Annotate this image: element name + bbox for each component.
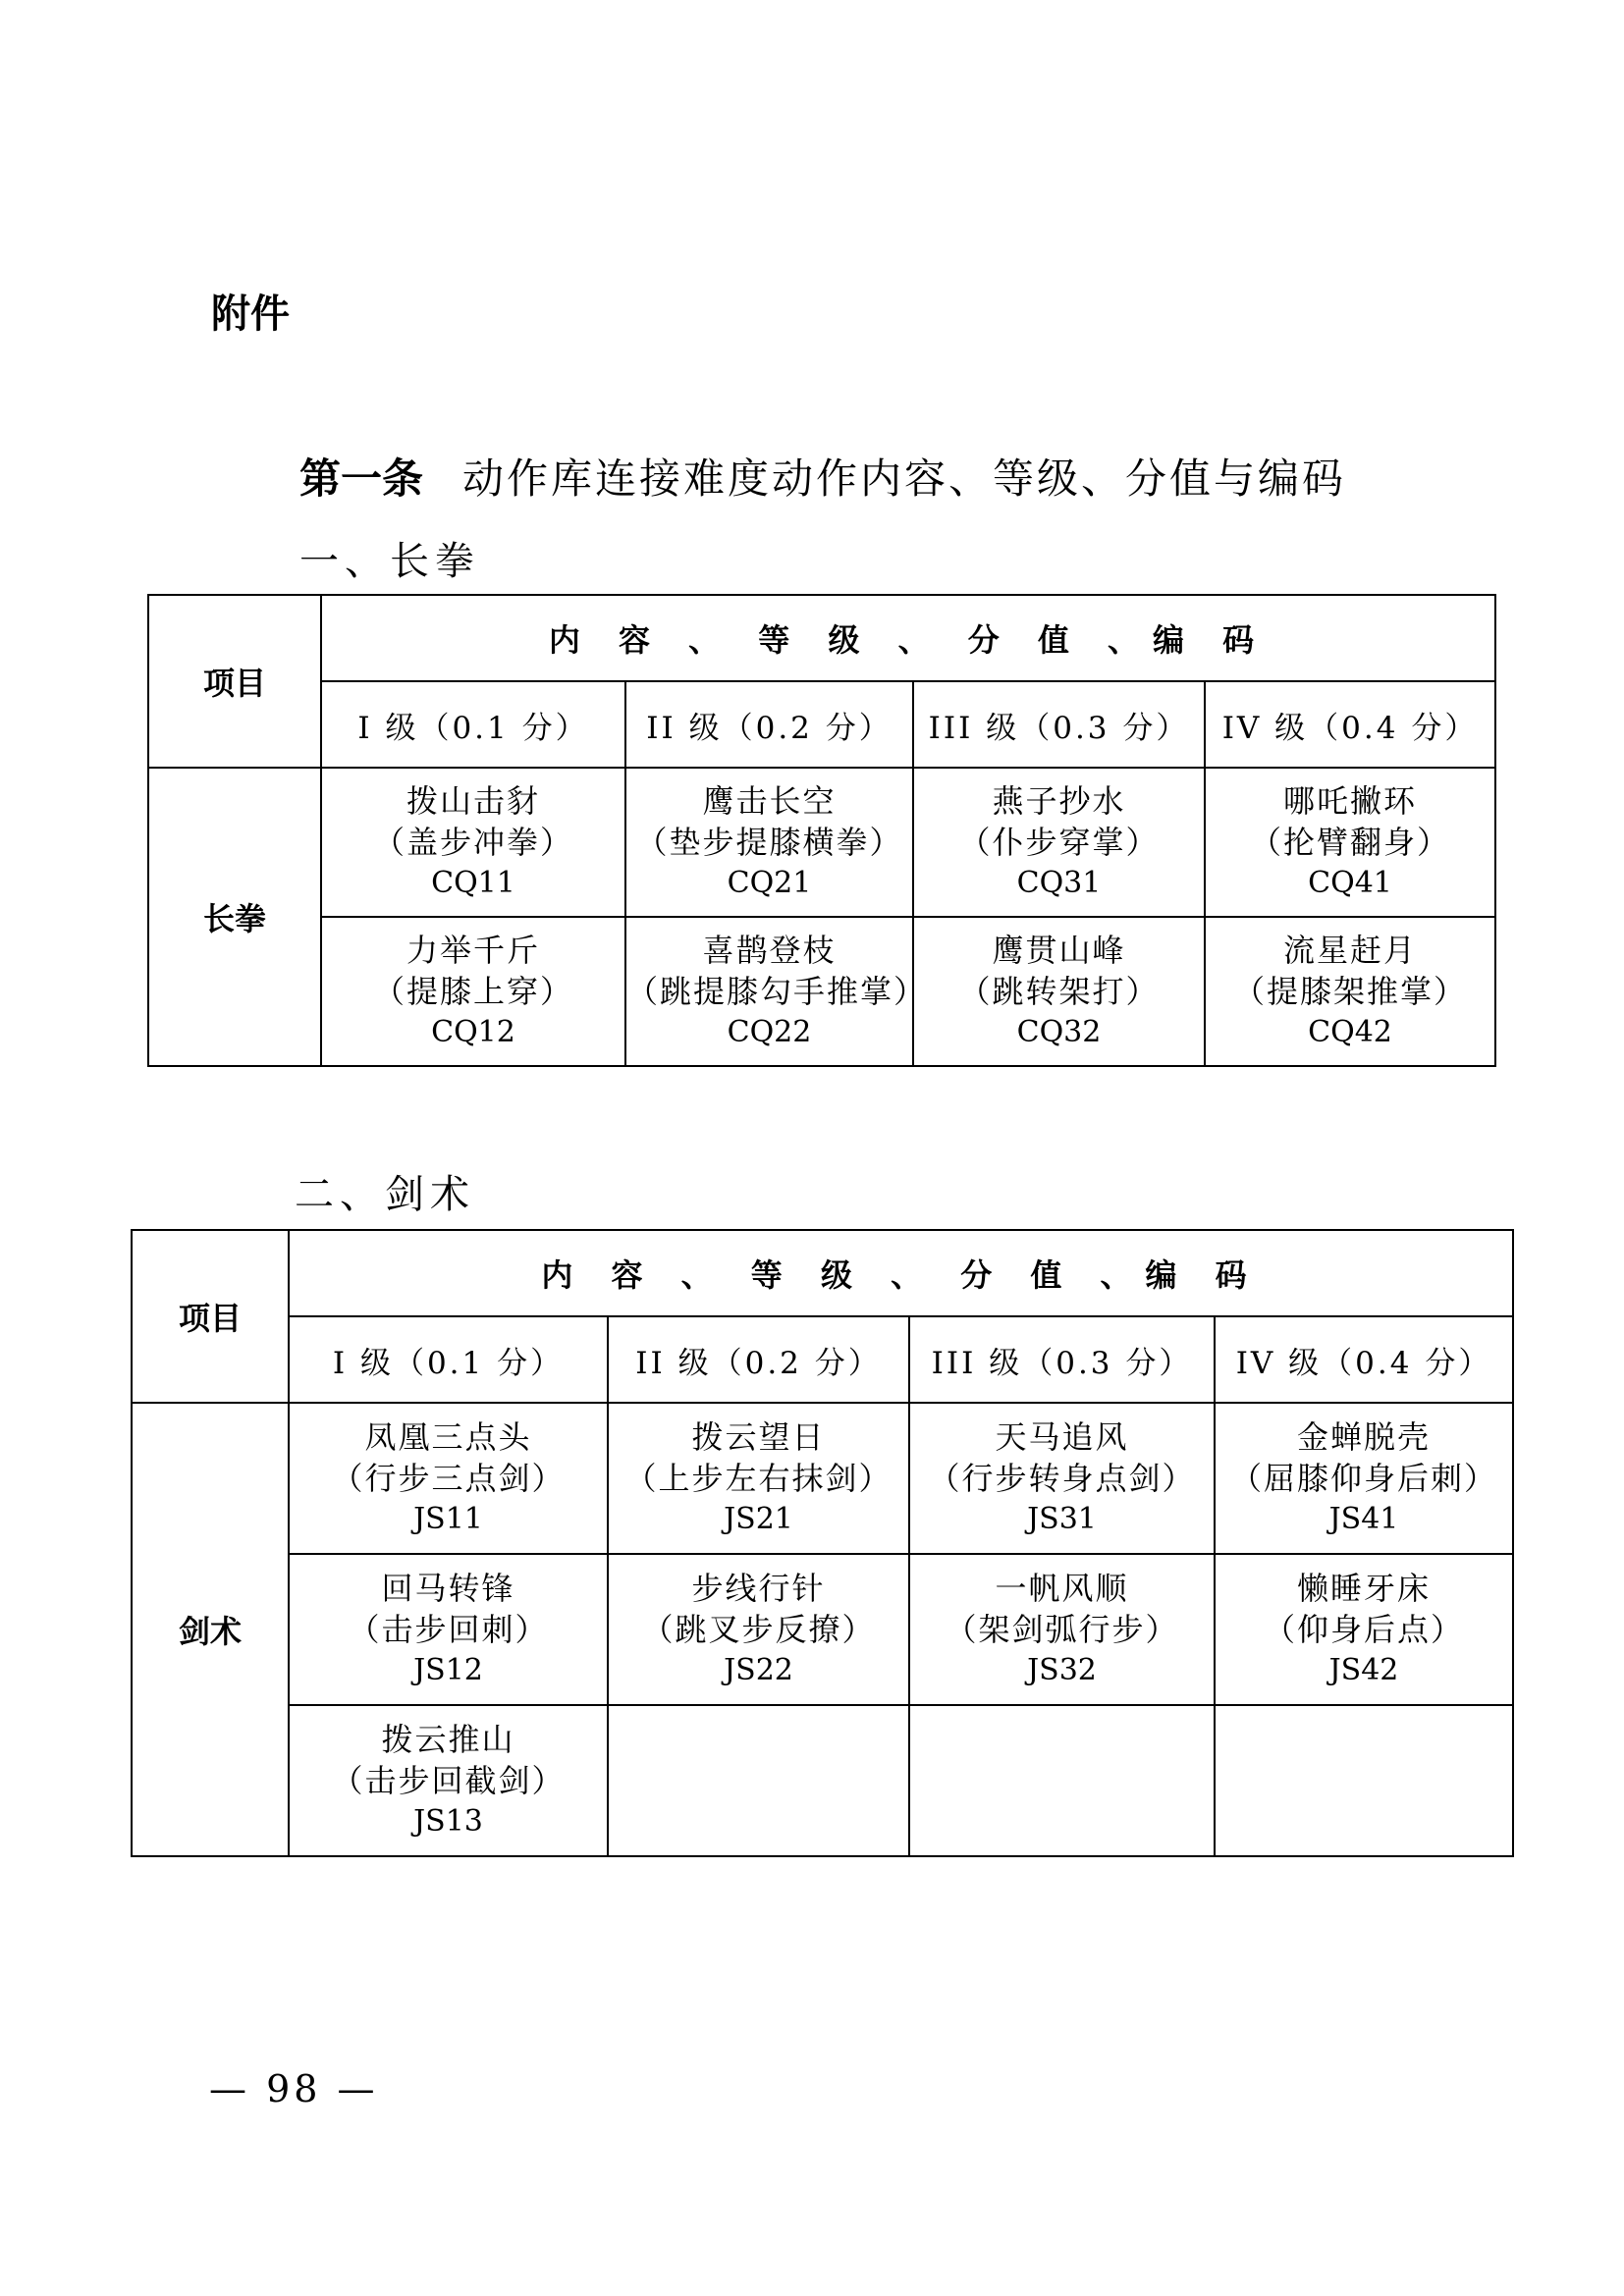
move-desc: （仆步穿掌） <box>958 824 1160 861</box>
move-code: JS32 <box>1027 1653 1097 1687</box>
move-code: JS41 <box>1328 1502 1399 1536</box>
move-cell <box>913 917 1205 1066</box>
jianshu-table <box>131 1229 1514 1857</box>
level-header-3: III 级（0.3 分） <box>909 1316 1215 1403</box>
empty-cell <box>608 1705 909 1856</box>
move-name: 燕子抄水 <box>992 782 1126 820</box>
move-name: 金蝉脱壳 <box>1297 1418 1432 1456</box>
page-number: — 98 — <box>209 2067 379 2110</box>
move-name: 鹰贯山峰 <box>992 932 1126 969</box>
group-header: 内 容 、 等 级 、 分 值 、编 码 <box>289 1230 1513 1316</box>
article-label: 第一条 <box>299 454 424 503</box>
group-header: 内 容 、 等 级 、 分 值 、编 码 <box>321 595 1495 681</box>
move-name: 拨云推山 <box>381 1721 515 1758</box>
move-cell <box>608 1554 909 1705</box>
move-name: 流星赶月 <box>1283 932 1418 969</box>
level-header-4: IV 级（0.4 分） <box>1205 681 1495 768</box>
level-header-2: II 级（0.2 分） <box>625 681 913 768</box>
move-cell <box>608 1403 909 1554</box>
move-code: JS22 <box>724 1653 793 1687</box>
move-cell <box>321 917 625 1066</box>
move-desc: （跳提膝勾手推掌） <box>626 973 928 1010</box>
empty-cell <box>909 1705 1215 1856</box>
project-header: 项目 <box>148 595 321 768</box>
move-desc: （击步回截剑） <box>331 1762 566 1799</box>
table-row <box>148 768 1495 917</box>
move-desc: （提膝上穿） <box>372 973 573 1010</box>
move-cell <box>909 1554 1215 1705</box>
section-title-changquan: 一、长拳 <box>299 539 480 584</box>
move-cell <box>1205 917 1495 1066</box>
move-desc: （跳叉步反撩） <box>641 1611 876 1648</box>
move-code: JS42 <box>1328 1653 1399 1687</box>
move-cell <box>909 1403 1215 1554</box>
move-code: JS12 <box>413 1653 483 1687</box>
move-name: 步线行针 <box>691 1570 826 1607</box>
move-desc: （垫步提膝横拳） <box>635 824 903 861</box>
move-name: 凤凰三点头 <box>364 1418 532 1456</box>
move-cell <box>289 1403 608 1554</box>
move-cell <box>289 1554 608 1705</box>
move-desc: （击步回刺） <box>348 1611 549 1648</box>
table-header-row <box>132 1230 1513 1316</box>
move-desc: （架剑弧行步） <box>945 1611 1179 1648</box>
move-cell <box>625 917 928 1066</box>
level-header-4: IV 级（0.4 分） <box>1215 1316 1513 1403</box>
move-code: CQ22 <box>727 1015 812 1049</box>
move-name: 懒睡牙床 <box>1297 1570 1432 1607</box>
level-header-1: I 级（0.1 分） <box>289 1316 608 1403</box>
project-name: 长拳 <box>148 768 321 1066</box>
move-desc: （跳转架打） <box>958 973 1160 1010</box>
changquan-table <box>147 594 1496 1067</box>
move-code: CQ12 <box>431 1015 515 1049</box>
move-name: 拨云望日 <box>691 1418 826 1456</box>
move-code: JS11 <box>413 1502 483 1536</box>
attachment-label: 附件 <box>211 292 290 337</box>
move-cell <box>289 1705 608 1856</box>
level-header-3: III 级（0.3 分） <box>913 681 1205 768</box>
move-name: 回马转锋 <box>381 1570 515 1607</box>
move-name: 喜鹊登枝 <box>702 932 837 969</box>
level-header-1: I 级（0.1 分） <box>321 681 625 768</box>
move-name: 力举千斤 <box>406 932 540 969</box>
level-header-row <box>132 1316 1513 1403</box>
move-desc: （仰身后点） <box>1264 1611 1465 1648</box>
move-desc: （抡臂翻身） <box>1250 824 1451 861</box>
move-code: CQ21 <box>727 866 812 900</box>
move-cell <box>625 768 913 917</box>
section-title-jianshu: 二、剑术 <box>295 1172 475 1217</box>
move-code: CQ32 <box>1016 1015 1102 1049</box>
move-desc: （上步左右抹剑） <box>624 1460 893 1497</box>
move-code: JS13 <box>413 1804 483 1839</box>
table-row <box>132 1705 1513 1856</box>
move-code: JS31 <box>1027 1502 1097 1536</box>
move-code: CQ41 <box>1308 866 1392 900</box>
move-desc: （提膝架推掌） <box>1233 973 1468 1010</box>
article-title: 动作库连接难度动作内容、等级、分值与编码 <box>462 454 1347 503</box>
move-code: CQ31 <box>1016 866 1102 900</box>
table-row <box>132 1403 1513 1554</box>
move-desc: （行步三点剑） <box>331 1460 566 1497</box>
project-header: 项目 <box>132 1230 289 1403</box>
table-row <box>148 917 1495 1066</box>
empty-cell <box>1215 1705 1513 1856</box>
move-name: 鹰击长空 <box>702 782 837 820</box>
table-row <box>132 1554 1513 1705</box>
move-code: CQ11 <box>431 866 515 900</box>
move-desc: （屈膝仰身后刺） <box>1230 1460 1498 1497</box>
move-desc: （盖步冲拳） <box>372 824 573 861</box>
move-desc: （行步转身点剑） <box>928 1460 1196 1497</box>
move-cell <box>1205 768 1495 917</box>
project-name: 剑术 <box>132 1403 289 1856</box>
table-header-row <box>148 595 1495 681</box>
level-header-row <box>148 681 1495 768</box>
move-code: CQ42 <box>1308 1015 1392 1049</box>
move-cell <box>1215 1403 1513 1554</box>
move-cell <box>1215 1554 1513 1705</box>
move-cell <box>321 768 625 917</box>
level-header-2: II 级（0.2 分） <box>608 1316 909 1403</box>
move-name: 天马追风 <box>995 1418 1129 1456</box>
move-code: JS21 <box>724 1502 793 1536</box>
article-heading <box>299 447 1346 506</box>
move-name: 拨山击豺 <box>406 782 540 820</box>
move-name: 一帆风顺 <box>995 1570 1129 1607</box>
move-name: 哪吒撇环 <box>1283 782 1418 820</box>
move-cell <box>913 768 1205 917</box>
